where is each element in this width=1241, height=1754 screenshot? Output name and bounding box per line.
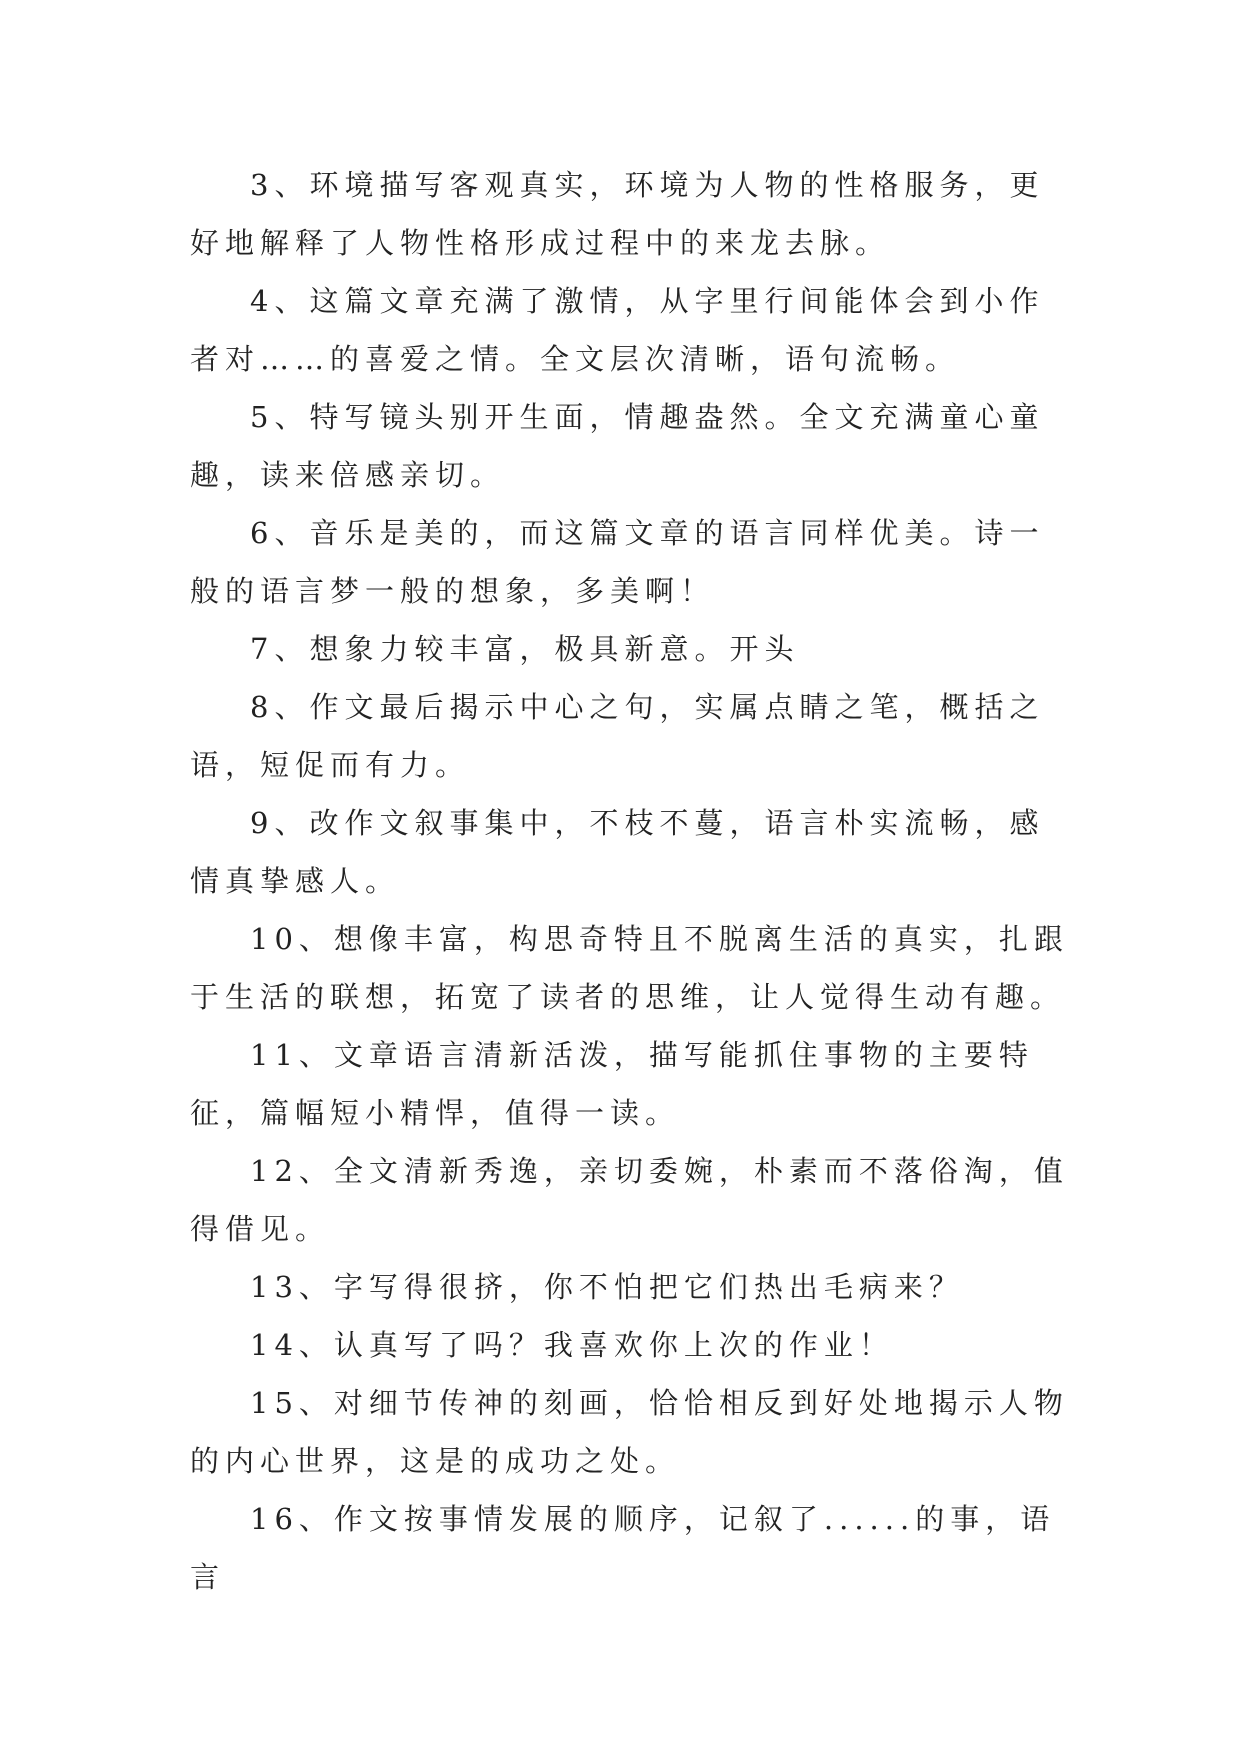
paragraph-10: 10、想像丰富，构思奇特且不脱离生活的真实，扎跟于生活的联想，拓宽了读者的思维，让人觉得生动有趣。 — [190, 922, 1069, 1014]
paragraph-3: 3、环境描写客观真实，环境为人物的性格服务，更好地解释了人物性格形成过程中的来龙去脉。 — [190, 168, 1045, 260]
paragraph-14: 14、认真写了吗？我喜欢你上次的作业！ — [250, 1328, 894, 1362]
paragraph-15: 15、对细节传神的刻画，恰恰相反到好处地揭示人物的内心世界，这是的成功之处。 — [190, 1386, 1069, 1478]
paragraph-16: 16、作文按事情发展的顺序，记叙了......的事，语言 — [190, 1502, 1056, 1594]
paragraph-13: 13、字写得很挤，你不怕把它们热出毛病来？ — [250, 1270, 964, 1304]
paragraph-7: 7、想象力较丰富，极具新意。开头 — [250, 632, 800, 666]
paragraph-6: 6、音乐是美的，而这篇文章的语言同样优美。诗一般的语言梦一般的想象，多美啊！ — [190, 516, 1045, 608]
document-body — [190, 156, 1070, 1606]
paragraph-4: 4、这篇文章充满了激情，从字里行间能体会到小作者对……的喜爱之情。全文层次清晰，语句流畅。 — [190, 284, 1045, 376]
paragraph-5: 5、特写镜头别开生面，情趣盎然。全文充满童心童趣，读来倍感亲切。 — [190, 400, 1045, 492]
paragraph-8: 8、作文最后揭示中心之句，实属点睛之笔，概括之语，短促而有力。 — [190, 690, 1045, 782]
paragraph-12: 12、全文清新秀逸，亲切委婉，朴素而不落俗淘，值得借见。 — [190, 1154, 1069, 1246]
paragraph-9: 9、改作文叙事集中，不枝不蔓，语言朴实流畅，感情真挚感人。 — [190, 806, 1045, 898]
paragraph-11: 11、文章语言清新活泼，描写能抓住事物的主要特征，篇幅短小精悍，值得一读。 — [190, 1038, 1034, 1130]
